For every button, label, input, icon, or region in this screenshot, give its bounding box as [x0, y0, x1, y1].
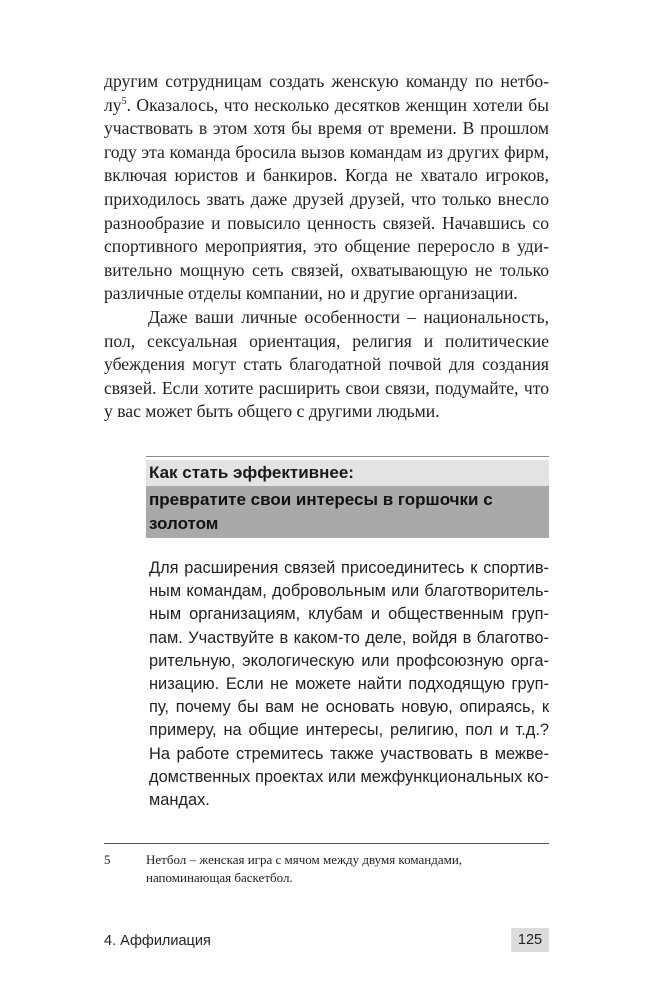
- footnote-ref[interactable]: 5: [121, 95, 127, 107]
- running-footer-chapter: 4. Аффилиация: [104, 933, 211, 949]
- paragraph-1-part-a: другим сотрудницам создать женскую команду по нетбо-лу: [104, 71, 549, 115]
- paragraph-1-part-b: . Оказалось, что несколько десятков женщин хотели бы участвовать в этом хотя бы время от времени. В прошлом году эта команда бросила вызов командам из других фирм, включая юристов и банкиров. Когда не хватало игроков, приходилось звать даже друзей друзей, что только внесло разнообразие и повысило ценность связей. Начавшись со спортивного мероприятия, это общение переросло в уди-вительно мощную сеть связей, охватывающую не только различные отделы компании, но и другие организации.: [104, 94, 549, 304]
- paragraph-2: Даже ваши личные особенности – национальность, пол, сексуальная ориентация, религия и политические убеждения могут стать благодатной почвой для создания связей. Если хотите расширить свои связи, подумайте, что у вас может быть общего с другими людьми.: [104, 306, 549, 422]
- tip-box-top-rule: [146, 456, 549, 457]
- footnote-divider: [104, 843, 549, 844]
- footnote-text: Нетбол – женская игра с мячом между двумя командами, напоминающая баскетбол.: [146, 852, 463, 885]
- page-number: 125: [511, 928, 549, 952]
- footnote-number: 5: [104, 852, 111, 867]
- tip-box-heading: Как стать эффективнее:: [146, 460, 549, 486]
- paragraph-1: [104, 70, 549, 306]
- tip-box-text: Для расширения связей присоединитесь к спортив-ным командам, добровольным или благотворитель-ным организациям, клубам и общественным груп-пам. Участвуйте в каком-то деле, войдя в благотво-рительную, экологическую или профсоюзную орга-низацию. Если не можете найти подходящую груп-пу, почему бы вам не основать новую, опираясь, к примеру, на общие интересы, религию, пол и т.д.? На работе стремитесь также участвовать в межве-домственных проектах или межфункциональных ко-мандах.: [149, 559, 549, 810]
- tip-box-subheading: превратите свои интересы в горшочки с золотом: [146, 486, 549, 538]
- body-text: [104, 70, 549, 424]
